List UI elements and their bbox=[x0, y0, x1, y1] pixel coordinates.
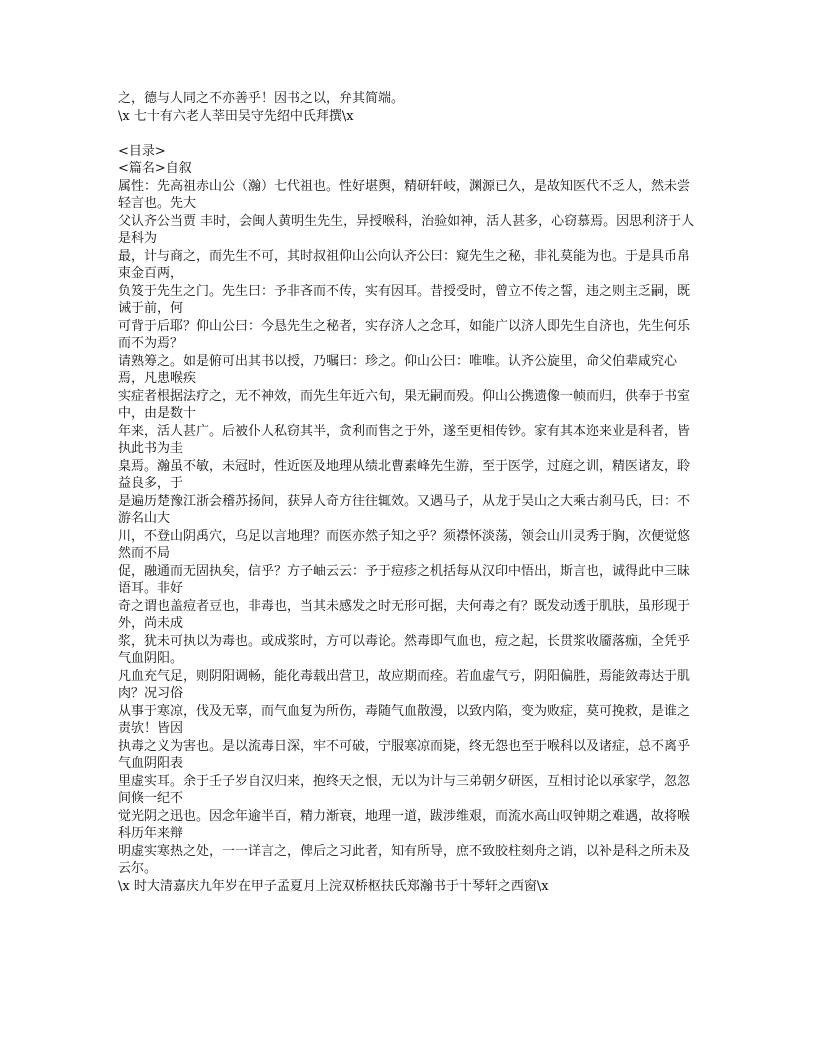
text-line: 实症者根据法疗之，无不神效，而先生年近六旬，果无嗣而殁。仰山公携遗像一帧而归，供奉于书室中，由是数十 bbox=[118, 388, 691, 421]
text-line: 父认齐公当贾 丰时，会闽人黄明生先生，异授喉科，治验如神，活人甚多，心窃慕焉。因思利济于人是科为 bbox=[118, 213, 695, 246]
text-line: 川，不登山阴禹穴，乌足以言地理？而医亦然子知之乎？须襟怀淡荡，领会山川灵秀于胸，次便觉悠然而不局 bbox=[118, 528, 691, 561]
text-line: 属性：先高祖赤山公（瀚）七代祖也。性好堪舆，精研轩岐，渊源已久，是故知医代不乏人，然未尝轻言也。先大 bbox=[118, 178, 691, 211]
text-line: 年来，活人甚广。后被仆人私窃其半，贪利而售之于外，遂至更相传钞。家有其本迩来业是科者，皆执此书为圭 bbox=[118, 423, 691, 456]
text-line: 促，融通而无固执矣，信乎？方子岫云云：予于痘疹之机括每从汉印中悟出，斯言也，诚得此中三昧语耳。非好 bbox=[118, 563, 691, 596]
text-line: 执毒之义为害也。是以流毒日深，牢不可破，宁服寒凉而毙，终无怨也至于喉科以及诸症，总不离乎气血阴阳表 bbox=[118, 738, 691, 771]
text-line: 觉光阴之迅也。因念年逾半百，精力渐衰，地理一道，跋涉维艰，而流水高山叹钟期之难遇，故将喉科历年来辩 bbox=[118, 808, 691, 841]
text-line: 浆，犹未可执以为毒也。或成浆时，方可以毒论。然毒即气血也，痘之起，长贯浆收靥落痂，全凭乎气血阴阳。 bbox=[118, 633, 691, 666]
text-line: 最，计与商之，而先生不可，其时叔祖仰山公向认齐公曰：窥先生之秘，非礼莫能为也。于是具币帛束金百两， bbox=[118, 248, 691, 281]
text-line: <目录> bbox=[118, 143, 166, 159]
text-line: \x 时大清嘉庆九年岁在甲子孟夏月上浣双桥枢扶氏郑瀚书于十琴轩之西窗\x bbox=[118, 878, 549, 894]
text-line: 里虚实耳。余于壬子岁自汉归来，抱终天之恨，无以为计与三弟朝夕研医，互相讨论以承家学，忽忽间倏一纪不 bbox=[118, 773, 691, 806]
text-line: 是遍历楚豫江浙会稽苏扬间，获异人奇方往往辄效。又遇马子，从龙于吴山之大乘古刹马氏，曰：不游名山大 bbox=[118, 493, 691, 526]
text-line: 之，德与人同之不亦善乎！因书之以，弁其简端。 bbox=[118, 91, 405, 106]
text-line: 奇之谓也盖痘者豆也，非毒也，当其未感发之时无形可据，夫何毒之有？既发动透于肌肤，虽形现于外，尚未成 bbox=[118, 598, 691, 631]
text-line: 凡血充气足，则阴阳调畅，能化毒载出营卫，故应期而痊。若血虚气亏，阴阳偏胜，焉能敛毒达于肌肉？况习俗 bbox=[118, 668, 691, 701]
text-line: 臬焉。瀚虽不敏，未冠时，性近医及地理从绩北曹素峰先生游，至于医学，过庭之训，精医诸友，聆益良多，于 bbox=[118, 458, 691, 491]
text-line: 从事于寒凉，伐及无辜，而气血复为所伤，毒随气血散漫，以致内陷，变为败症，莫可挽救，是谁之责欤！皆因 bbox=[118, 703, 691, 736]
text-line: \x 七十有六老人莘田吴守先绍中氏拜撰\x bbox=[118, 108, 354, 124]
text-line: 负笈于先生之门。先生曰：予非吝而不传，实有因耳。昔授受时，曾立不传之誓，违之则主乏嗣，既诫于前，何 bbox=[118, 283, 691, 316]
text-line: 可背于后耶？仰山公曰：今恳先生之秘者，实存济人之念耳，如能广以济人即先生自济也，先生何乐而不为焉？ bbox=[118, 318, 691, 351]
document-body bbox=[118, 90, 702, 895]
text-line: <篇名>自叙 bbox=[118, 161, 192, 176]
text-line: 明虚实寒热之处，一一详言之，俾后之习此者，知有所导，庶不致胶柱刻舟之诮，以补是科之所未及云尔。 bbox=[118, 843, 691, 876]
text-line: 请熟筹之。如是俯可出其书以授，乃嘱曰：珍之。仰山公曰：唯唯。认齐公旋里，命父伯辈咸究心焉，凡患喉疾 bbox=[118, 353, 678, 386]
text-line bbox=[118, 125, 702, 143]
